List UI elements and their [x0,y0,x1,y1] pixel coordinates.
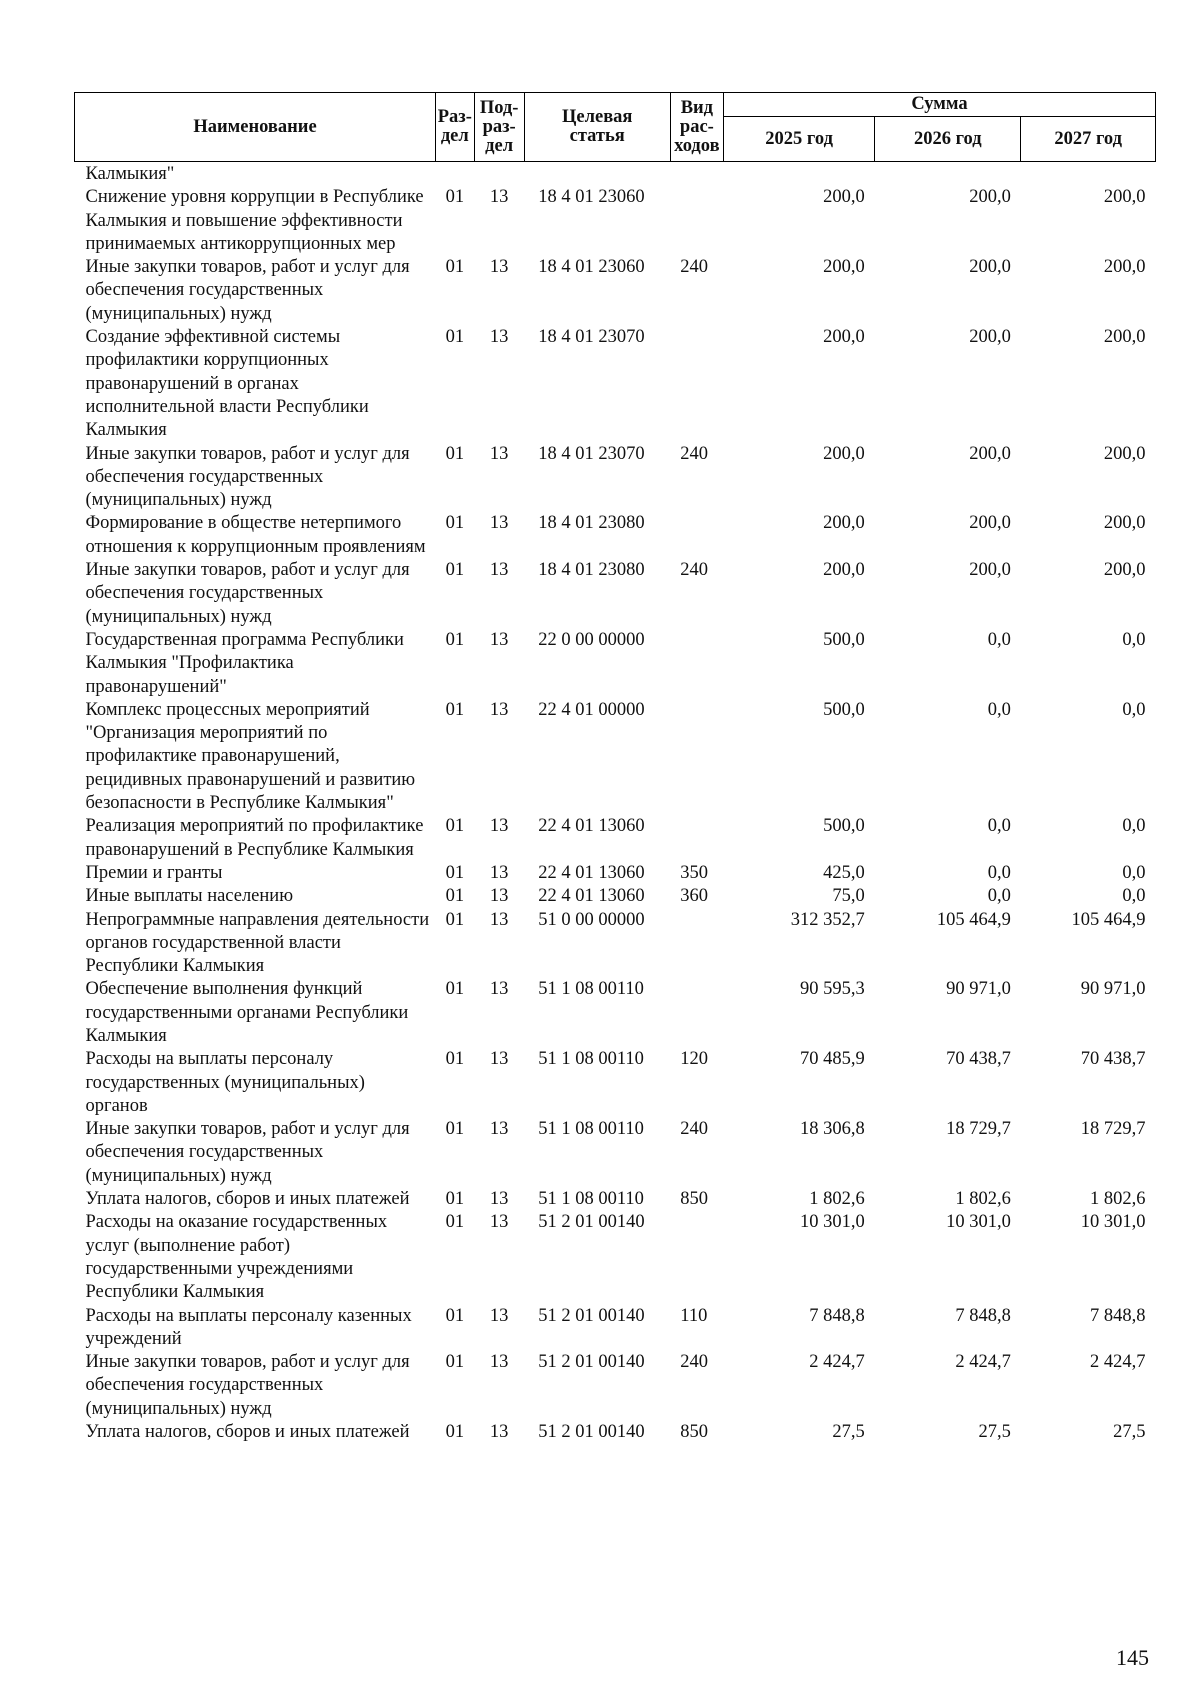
cell-podrazdel: 13 [489,979,509,1000]
cell-tselevaya-statya: 51 2 01 00140 [538,1422,645,1443]
cell-sum-2026: 200,0 [969,327,1011,348]
table-row [75,512,1156,559]
cell-podrazdel: 13 [489,629,509,650]
cell-vid-rashodov: 850 [680,1422,709,1443]
cell-razdel: 01 [445,1189,465,1210]
cell-sum-2025: 1 802,6 [809,1189,865,1210]
cell-sum-2027: 200,0 [1103,327,1146,348]
table-row [75,256,1156,326]
cell-vid-rashodov [670,815,723,862]
header-summa: Сумма [723,93,1155,117]
cell-vid-rashodov [670,162,723,187]
cell-name: Реализация мероприятий по профилактике правонарушений в Республике Калмыкия [85,816,424,860]
cell-podrazdel: 13 [489,699,509,720]
cell-name: Расходы на выплаты персоналу казенных учреждений [85,1305,412,1349]
cell-podrazdel: 13 [489,327,509,348]
header-tselevaya-statya [524,93,670,162]
cell-podrazdel: 13 [489,862,509,883]
cell-razdel [436,162,475,187]
cell-sum-2025: 10 301,0 [800,1212,865,1233]
table-row [75,1118,1156,1188]
cell-sum-2027: 200,0 [1103,443,1146,464]
table-row [75,1305,1156,1352]
cell-razdel: 01 [445,909,465,930]
cell-sum-2025: 200,0 [823,187,865,208]
cell-sum-2026: 200,0 [969,187,1011,208]
cell-razdel: 01 [445,862,465,883]
cell-sum-2027: 70 438,7 [1080,1049,1146,1070]
cell-sum-2027: 10 301,0 [1080,1212,1146,1233]
cell-tselevaya-statya: 51 2 01 00140 [538,1212,645,1233]
cell-name: Снижение уровня коррупции в Республике Калмыкия и повышение эффективности принимаемых антикоррупционных мер [85,187,424,254]
cell-razdel: 01 [445,443,465,464]
cell-sum-2027: 27,5 [1113,1422,1146,1443]
cell-tselevaya-statya: 18 4 01 23080 [538,513,645,534]
cell-razdel: 01 [445,629,465,650]
header-year-2026: 2026 год [875,117,1021,162]
cell-sum-2027: 7 848,8 [1090,1305,1146,1326]
cell-sum-2026: 200,0 [969,560,1011,581]
cell-vid-rashodov: 240 [680,1352,709,1373]
cell-vid-rashodov: 240 [680,443,709,464]
page-number: 145 [1116,1645,1149,1670]
cell-razdel: 01 [445,1119,465,1140]
cell-sum-2026: 0,0 [987,886,1011,907]
cell-name: Иные закупки товаров, работ и услуг для обеспечения государственных (муниципальных) нужд [85,1352,410,1419]
cell-sum-2027: 18 729,7 [1080,1119,1146,1140]
cell-vid-rashodov [670,186,723,256]
cell-sum-2026: 27,5 [978,1422,1011,1443]
cell-sum-2027: 200,0 [1103,257,1146,278]
cell-sum-2025: 200,0 [823,443,865,464]
cell-tselevaya-statya: 51 2 01 00140 [538,1305,645,1326]
cell-razdel: 01 [445,1212,465,1233]
cell-sum-2027: 1 802,6 [1090,1189,1146,1210]
cell-sum-2027: 0,0 [1122,629,1146,650]
cell-podrazdel: 13 [489,1352,509,1373]
cell-sum-2026: 2 424,7 [955,1352,1011,1373]
cell-vid-rashodov [670,512,723,559]
cell-podrazdel: 13 [489,187,509,208]
cell-podrazdel: 13 [489,443,509,464]
cell-sum-2025: 2 424,7 [809,1352,865,1373]
cell-sum-2027: 200,0 [1103,560,1146,581]
table-row [75,1048,1156,1118]
cell-podrazdel: 13 [489,1422,509,1443]
cell-tselevaya-statya: 51 2 01 00140 [538,1352,645,1373]
cell-razdel: 01 [445,1049,465,1070]
cell-sum-2025: 70 485,9 [800,1049,865,1070]
cell-razdel: 01 [445,327,465,348]
cell-podrazdel: 13 [489,1049,509,1070]
cell-sum-2025: 312 352,7 [790,909,865,930]
cell-name: Комплекс процессных мероприятий "Организация мероприятий по профилактике правонарушений, рецидивных правонарушений и развитию безопасности в Республике Калмыкия" [85,699,416,814]
table-row [75,978,1156,1048]
table-row [75,885,1156,908]
cell-razdel: 01 [445,513,465,534]
cell-sum-2026: 90 971,0 [946,979,1011,1000]
cell-tselevaya-statya: 18 4 01 23060 [538,187,645,208]
cell-sum-2025: 90 595,3 [800,979,865,1000]
cell-name: Иные закупки товаров, работ и услуг для обеспечения государственных (муниципальных) нужд [85,257,410,324]
cell-sum-2026: 200,0 [969,513,1011,534]
header-vid-rashodov-label: Вид рас- ходов [674,97,720,156]
cell-sum-2025: 500,0 [823,816,865,837]
cell-sum-2026: 0,0 [987,629,1011,650]
cell-sum-2027: 200,0 [1103,187,1146,208]
cell-sum-2026: 7 848,8 [955,1305,1011,1326]
cell-name: Калмыкия" [85,164,175,184]
cell-sum-2025: 425,0 [823,862,865,883]
cell-sum-2025: 500,0 [823,629,865,650]
cell-podrazdel: 13 [489,257,509,278]
cell-tselevaya-statya: 22 4 01 13060 [538,886,645,907]
header-name: Наименование [75,93,436,162]
cell-name: Иные закупки товаров, работ и услуг для обеспечения государственных (муниципальных) нужд [85,1119,410,1186]
table-row [75,162,1156,187]
cell-sum-2026: 1 802,6 [955,1189,1011,1210]
cell-tselevaya-statya: 22 4 01 13060 [538,816,645,837]
table-row [75,815,1156,862]
cell-vid-rashodov: 360 [680,886,709,907]
cell-name: Создание эффективной системы профилактики коррупционных правонарушений в органах исполнительной власти Республики Калмыкия [85,327,369,441]
cell-tselevaya-statya [524,162,670,187]
cell-sum-2026: 10 301,0 [946,1212,1011,1233]
cell-vid-rashodov [670,978,723,1048]
cell-tselevaya-statya: 18 4 01 23080 [538,560,645,581]
budget-table [74,92,1156,1444]
cell-name: Уплата налогов, сборов и иных платежей [85,1189,410,1210]
cell-podrazdel [474,162,524,187]
cell-sum-2025: 75,0 [832,886,865,907]
header-razdel [436,93,475,162]
cell-vid-rashodov [670,1211,723,1304]
cell-tselevaya-statya: 18 4 01 23070 [538,327,645,348]
cell-podrazdel: 13 [489,1305,509,1326]
cell-sum-2025 [723,162,874,187]
cell-tselevaya-statya: 51 1 08 00110 [538,1049,644,1070]
cell-vid-rashodov [670,629,723,699]
cell-sum-2025: 200,0 [823,513,865,534]
header-podrazdel [474,93,524,162]
cell-tselevaya-statya: 18 4 01 23070 [538,443,645,464]
cell-vid-rashodov: 350 [680,862,709,883]
table-row [75,326,1156,442]
cell-vid-rashodov [670,699,723,815]
cell-sum-2026: 0,0 [987,862,1011,883]
cell-vid-rashodov: 110 [680,1305,708,1326]
cell-sum-2026: 105 464,9 [936,909,1011,930]
cell-name: Формирование в обществе нетерпимого отношения к коррупционным проявлениям [85,513,426,557]
cell-sum-2026: 0,0 [987,816,1011,837]
cell-podrazdel: 13 [489,886,509,907]
table-row [75,909,1156,979]
cell-sum-2027: 0,0 [1122,862,1146,883]
cell-tselevaya-statya: 51 0 00 00000 [538,909,645,930]
cell-tselevaya-statya: 51 1 08 00110 [538,979,644,1000]
cell-name: Иные закупки товаров, работ и услуг для обеспечения государственных (муниципальных) нужд [85,560,410,627]
table-header [75,93,1156,162]
cell-sum-2025: 500,0 [823,699,865,720]
cell-podrazdel: 13 [489,816,509,837]
cell-vid-rashodov: 850 [680,1189,709,1210]
cell-name: Государственная программа Республики Калмыкия "Профилактика правонарушений" [85,629,404,697]
cell-name: Иные закупки товаров, работ и услуг для обеспечения государственных (муниципальных) нужд [85,443,410,511]
header-vid-rashodov [670,93,723,162]
cell-sum-2026: 70 438,7 [946,1049,1011,1070]
cell-sum-2027: 0,0 [1122,816,1146,837]
cell-razdel: 01 [445,886,465,907]
cell-tselevaya-statya: 51 1 08 00110 [538,1119,644,1140]
table-row [75,1188,1156,1211]
cell-name: Премии и гранты [85,862,223,883]
cell-sum-2027: 200,0 [1103,513,1146,534]
cell-razdel: 01 [445,816,465,837]
table-row [75,443,1156,513]
cell-vid-rashodov: 120 [680,1049,709,1070]
cell-sum-2025: 200,0 [823,327,865,348]
cell-sum-2027: 90 971,0 [1080,979,1146,1000]
cell-sum-2025: 7 848,8 [809,1305,865,1326]
cell-tselevaya-statya: 51 1 08 00110 [538,1189,644,1210]
cell-sum-2027: 0,0 [1122,699,1146,720]
table-row [75,699,1156,815]
cell-razdel: 01 [445,1305,465,1326]
cell-name: Расходы на выплаты персоналу государственных (муниципальных) органов [85,1049,365,1116]
header-year-2025: 2025 год [723,117,874,162]
cell-tselevaya-statya: 18 4 01 23060 [538,257,645,278]
table-row [75,1421,1156,1444]
cell-podrazdel: 13 [489,560,509,581]
cell-razdel: 01 [445,979,465,1000]
cell-sum-2026: 18 729,7 [946,1119,1011,1140]
cell-vid-rashodov: 240 [680,1119,709,1140]
cell-tselevaya-statya: 22 0 00 00000 [538,629,645,650]
cell-razdel: 01 [445,257,465,278]
cell-razdel: 01 [445,560,465,581]
table-row [75,186,1156,256]
table-row [75,629,1156,699]
cell-podrazdel: 13 [489,513,509,534]
header-podrazdel-label: Под- раз- дел [479,97,519,156]
cell-sum-2025: 200,0 [823,257,865,278]
table-body [75,162,1156,1445]
table-row [75,559,1156,629]
cell-tselevaya-statya: 22 4 01 13060 [538,862,645,883]
cell-name: Иные выплаты населению [85,886,294,907]
cell-tselevaya-statya: 22 4 01 00000 [538,699,645,720]
cell-sum-2027 [1021,162,1156,187]
cell-sum-2027: 105 464,9 [1071,909,1146,930]
cell-podrazdel: 13 [489,1189,509,1210]
header-razdel-label: Раз- дел [437,107,472,146]
cell-sum-2027: 0,0 [1122,886,1146,907]
cell-podrazdel: 13 [489,1119,509,1140]
cell-sum-2026: 0,0 [987,699,1011,720]
cell-sum-2026: 200,0 [969,443,1011,464]
cell-vid-rashodov: 240 [680,560,709,581]
cell-sum-2026: 200,0 [969,257,1011,278]
cell-sum-2026 [875,162,1021,187]
cell-podrazdel: 13 [489,909,509,930]
header-year-2027: 2027 год [1021,117,1156,162]
cell-vid-rashodov [670,326,723,442]
cell-razdel: 01 [445,1422,465,1443]
cell-sum-2025: 18 306,8 [800,1119,865,1140]
cell-razdel: 01 [445,1352,465,1373]
cell-name: Обеспечение выполнения функций государственными органами Республики Калмыкия [85,979,409,1046]
table-row [75,862,1156,885]
table-row [75,1211,1156,1304]
cell-razdel: 01 [445,699,465,720]
cell-sum-2025: 27,5 [832,1422,865,1443]
cell-name: Непрограммные направления деятельности органов государственной власти Республики Калмыкия [85,909,430,977]
cell-vid-rashodov [670,909,723,979]
cell-sum-2025: 200,0 [823,560,865,581]
header-tselevaya-statya-label: Целевая статья [562,107,633,146]
cell-name: Расходы на оказание государственных услуг (выполнение работ) государственными учреждениями Республики Калмыкия [85,1212,388,1303]
cell-sum-2027: 2 424,7 [1090,1352,1146,1373]
cell-podrazdel: 13 [489,1212,509,1233]
cell-name: Уплата налогов, сборов и иных платежей [85,1422,410,1443]
cell-vid-rashodov: 240 [680,257,709,278]
cell-razdel: 01 [445,187,465,208]
table-row [75,1351,1156,1421]
